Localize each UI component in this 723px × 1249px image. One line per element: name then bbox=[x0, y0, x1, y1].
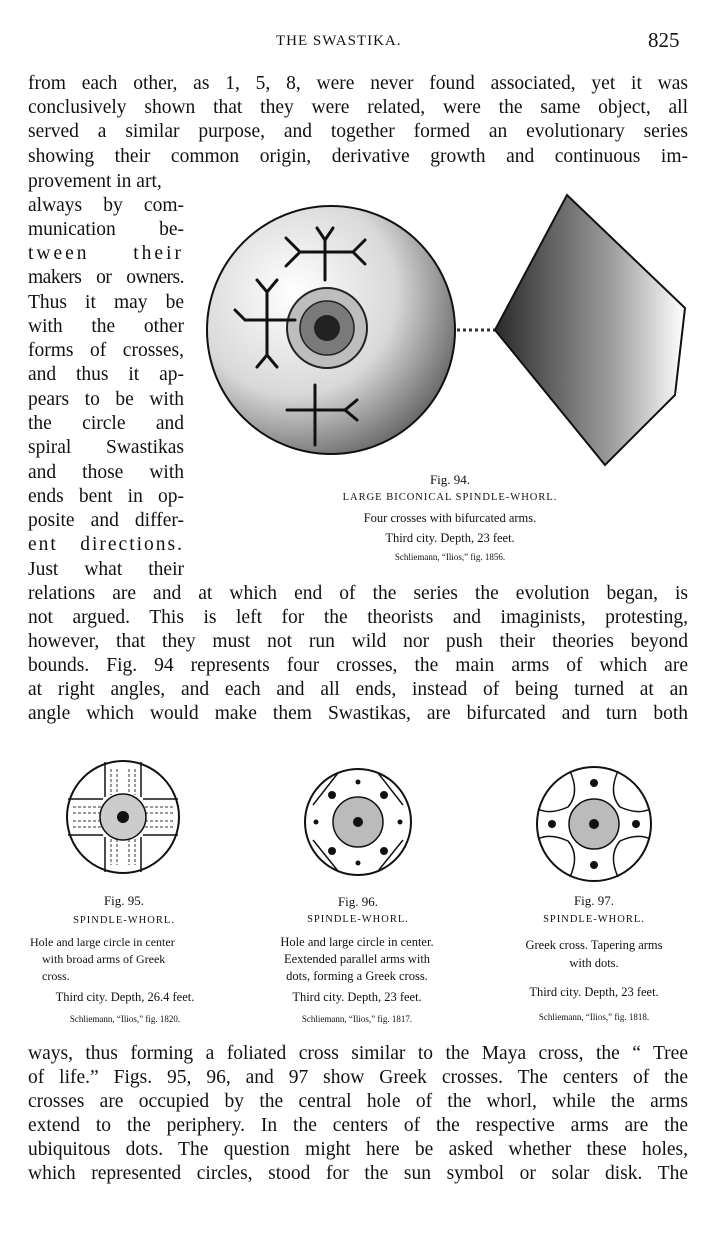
text-line: of life.” Figs. 95, 96, and 97 show Greek crosses. The centers of the bbox=[28, 1067, 688, 1088]
fig97-desc: Greek cross. Tapering arms bbox=[525, 938, 663, 952]
fig97-illustration bbox=[528, 763, 660, 885]
running-header: THE SWASTIKA. bbox=[276, 33, 402, 49]
fig96-title: SPINDLE-WHORL. bbox=[307, 914, 409, 925]
fig94-label: Fig. 94. bbox=[429, 472, 471, 487]
text-line: pears to be with bbox=[28, 389, 184, 410]
text-line: ubiquitous dots. The question might here be asked whether these holes, bbox=[28, 1139, 688, 1160]
page-number: 825 bbox=[648, 28, 680, 52]
fig97-desc: with dots. bbox=[569, 956, 619, 970]
fig94-illustration bbox=[195, 180, 700, 472]
text-line: posite and differ- bbox=[28, 510, 184, 531]
text-line: served a similar purpose, and together formed an evolutionary series bbox=[28, 121, 688, 142]
fig94-title: LARGE BICONICAL SPINDLE-WHORL. bbox=[342, 492, 558, 503]
text-line: and thus it ap- bbox=[28, 364, 184, 385]
text-line: provement in art, bbox=[28, 171, 162, 192]
fig96-illustration bbox=[298, 765, 418, 880]
text-line: munication be- bbox=[28, 219, 184, 240]
fig96-location: Third city. Depth, 23 feet. bbox=[292, 990, 422, 1004]
text-line: bounds. Fig. 94 represents four crosses, the main arms of which are bbox=[28, 655, 688, 676]
text-line: crosses are occupied by the central hole of the whorl, while the arms bbox=[28, 1091, 688, 1112]
text-line: Just what their bbox=[28, 559, 184, 580]
text-line: ways, thus forming a foliated cross similar to the Maya cross, the “ Tree bbox=[28, 1043, 688, 1064]
fig95-illustration bbox=[53, 757, 193, 877]
text-line: Thus it may be bbox=[28, 292, 184, 313]
fig97-label: Fig. 97. bbox=[573, 893, 615, 908]
text-line: tween their bbox=[28, 243, 184, 264]
fig95-desc: with broad arms of Greek bbox=[42, 952, 166, 966]
fig94-source: Schliemann, “Ilios,” fig. 1856. bbox=[394, 552, 506, 562]
fig94-desc: Four crosses with bifurcated arms. bbox=[363, 511, 537, 525]
text-line: with the other bbox=[28, 316, 184, 337]
fig95-title: SPINDLE-WHORL. bbox=[73, 915, 175, 926]
fig95-source: Schliemann, “Ilios,” fig. 1820. bbox=[69, 1014, 181, 1024]
text-line: the circle and bbox=[28, 413, 184, 434]
fig95-location: Third city. Depth, 26.4 feet. bbox=[55, 990, 195, 1004]
text-line: relations are and at which end of the series the evolution began, is bbox=[28, 583, 688, 604]
text-line: ent directions. bbox=[28, 534, 184, 555]
text-line: forms of crosses, bbox=[28, 340, 184, 361]
fig96-label: Fig. 96. bbox=[337, 894, 379, 909]
fig96-desc: Eextended parallel arms with bbox=[283, 952, 431, 966]
fig97-location: Third city. Depth, 23 feet. bbox=[529, 985, 659, 999]
text-line: ends bent in op- bbox=[28, 486, 184, 507]
fig95-label: Fig. 95. bbox=[103, 893, 145, 908]
text-line: which represented circles, stood for the sun symbol or solar disk. The bbox=[28, 1163, 688, 1184]
text-line: showing their common origin, derivative growth and continuous im- bbox=[28, 146, 688, 167]
text-line: however, that they must not run wild nor push their theories beyond bbox=[28, 631, 688, 652]
fig96-source: Schliemann, “Ilios,” fig. 1817. bbox=[301, 1014, 413, 1024]
text-line: extend to the periphery. In the centers of the respective arms are the bbox=[28, 1115, 688, 1136]
fig97-source: Schliemann, “Ilios,” fig. 1818. bbox=[538, 1012, 650, 1022]
text-line: not argued. This is left for the theorists and imaginists, protesting, bbox=[28, 607, 688, 628]
text-line: always by com- bbox=[28, 195, 184, 216]
text-line: conclusively shown that they were related, were the same object, all bbox=[28, 97, 688, 118]
text-line: spiral Swastikas bbox=[28, 437, 184, 458]
fig94-location: Third city. Depth, 23 feet. bbox=[385, 531, 515, 545]
text-line: from each other, as 1, 5, 8, were never found associated, yet it was bbox=[28, 73, 688, 94]
fig95-desc: cross. bbox=[42, 969, 70, 983]
text-line: at right angles, and each and all ends, instead of being turned at an bbox=[28, 679, 688, 700]
fig96-desc: Hole and large circle in center. bbox=[280, 935, 434, 949]
text-line: angle which would make them Swastikas, are bifurcated and turn both bbox=[28, 703, 688, 724]
fig97-title: SPINDLE-WHORL. bbox=[543, 914, 645, 925]
text-line: and those with bbox=[28, 462, 184, 483]
fig95-desc: Hole and large circle in center bbox=[30, 935, 175, 949]
fig96-desc: dots, forming a Greek cross. bbox=[286, 969, 428, 983]
text-line: makers or owners. bbox=[28, 267, 184, 288]
